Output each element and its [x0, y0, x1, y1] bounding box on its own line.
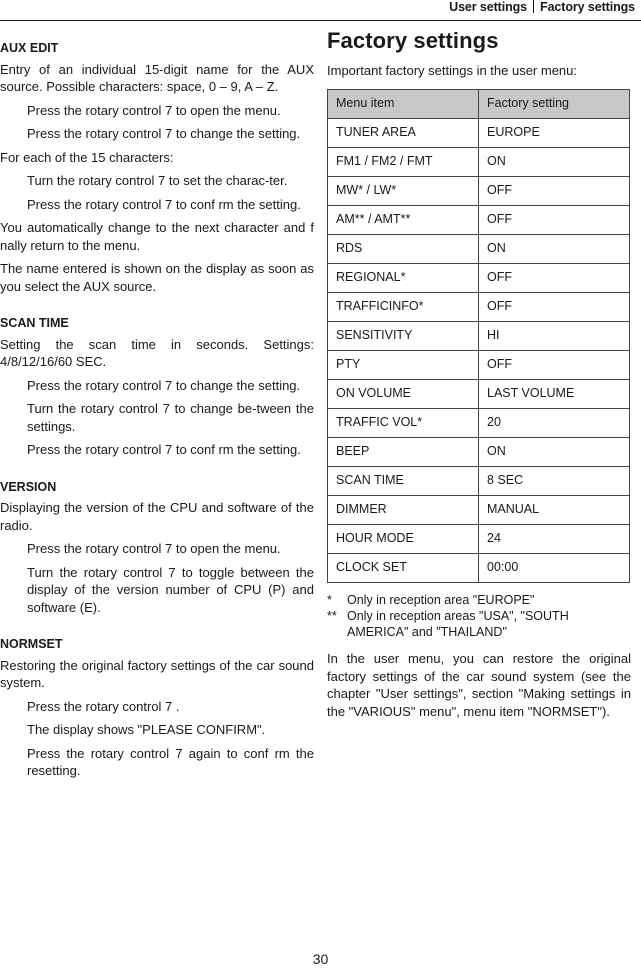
aux-edit-step: Press the rotary control 7 to conf rm the setting. [27, 196, 301, 212]
header-separator [533, 0, 534, 13]
menu-item-cell: BEEP [328, 438, 479, 467]
menu-item-cell: CLOCK SET [328, 554, 479, 583]
page-number: 30 [312, 951, 329, 967]
table-row [328, 177, 630, 206]
footnotes [327, 592, 631, 640]
footnote-text: Only in reception area "EUROPE" [347, 593, 535, 607]
menu-item-cell: SCAN TIME [328, 467, 479, 496]
version-step: Press the rotary control 7 to open the menu. [27, 541, 281, 556]
menu-item-cell: TRAFFIC VOL* [328, 409, 479, 438]
aux-edit-step: Turn the rotary control 7 to set the charac-ter. [27, 173, 288, 188]
version-intro: Displaying the version of the CPU and software of the radio. [0, 500, 314, 533]
factory-setting-cell: LAST VOLUME [479, 380, 630, 409]
scan-time-step: Press the rotary control 7 to conf rm the setting. [27, 442, 301, 457]
table-row [328, 206, 630, 235]
footnote-text: Only in reception areas "USA", "SOUTH AMERICA" and "THAILAND" [347, 609, 569, 639]
menu-item-cell: HOUR MODE [328, 525, 479, 554]
menu-item-cell: TUNER AREA [328, 119, 479, 148]
right-column [327, 28, 631, 726]
table-row [328, 496, 630, 525]
menu-item-cell: ON VOLUME [328, 380, 479, 409]
left-column [0, 40, 314, 786]
aux-edit-step: Press the rotary control 7 to open the menu. [27, 102, 281, 118]
column-header-factory-setting: Factory setting [479, 90, 630, 119]
table-row [328, 119, 630, 148]
factory-setting-cell: MANUAL [479, 496, 630, 525]
table-row [328, 467, 630, 496]
scan-time-title: SCAN TIME [0, 316, 69, 330]
normset-step: Press the rotary control 7 . [27, 698, 180, 714]
menu-item-cell: AM** / AMT** [328, 206, 479, 235]
table-row [328, 264, 630, 293]
factory-setting-cell: ON [479, 235, 630, 264]
footnote [327, 592, 631, 608]
footnote-marker: * [327, 593, 332, 607]
table-row [328, 438, 630, 467]
factory-setting-cell: 24 [479, 525, 630, 554]
factory-setting-cell: 20 [479, 409, 630, 438]
factory-settings-table [327, 89, 630, 583]
header-section-factory-settings: Factory settings [540, 0, 635, 14]
scan-time-step: Press the rotary control 7 to change the setting. [27, 377, 301, 393]
normset-step: Press the rotary control 7 again to conf rm the resetting. [27, 745, 314, 778]
restore-note: In the user menu, you can restore the original factory settings of the car sound system (see the chapter "User settings", section "Making settings in the "VARIOUS" menu", menu item "NORMSET"). [327, 651, 631, 719]
version-title: VERSION [0, 479, 57, 494]
factory-setting-cell: ON [479, 148, 630, 177]
factory-setting-cell: ON [479, 438, 630, 467]
factory-setting-cell: OFF [479, 177, 630, 206]
footnote-marker: ** [327, 609, 337, 623]
version-step: Turn the rotary control 7 to toggle between the display of the version number of CPU (P) and software (E). [27, 564, 314, 615]
page-title: Factory settings [327, 28, 499, 53]
factory-setting-cell: OFF [479, 351, 630, 380]
factory-setting-cell: OFF [479, 264, 630, 293]
menu-item-cell: REGIONAL* [328, 264, 479, 293]
factory-setting-cell: 8 SEC [479, 467, 630, 496]
table-header-row [328, 90, 630, 119]
menu-item-cell: SENSITIVITY [328, 322, 479, 351]
scan-time-step: Turn the rotary control 7 to change be-tween the settings. [27, 401, 314, 434]
page-header [449, 0, 635, 14]
menu-item-cell: TRAFFICINFO* [328, 293, 479, 322]
footnote [327, 608, 631, 640]
menu-item-cell: FM1 / FM2 / FMT [328, 148, 479, 177]
scan-time-intro: Setting the scan time in seconds. Settings: 4/8/12/16/60 SEC. [0, 336, 314, 369]
factory-setting-cell: EUROPE [479, 119, 630, 148]
normset-intro: Restoring the original factory settings of the car sound system. [0, 657, 314, 690]
aux-edit-title: AUX EDIT [0, 41, 59, 55]
factory-intro: Important factory settings in the user menu: [327, 62, 578, 78]
table-row [328, 525, 630, 554]
factory-setting-cell: 00:00 [479, 554, 630, 583]
header-section-user-settings: User settings [449, 0, 528, 14]
menu-item-cell: PTY [328, 351, 479, 380]
table-row [328, 409, 630, 438]
menu-item-cell: MW* / LW* [328, 177, 479, 206]
table-row [328, 235, 630, 264]
factory-setting-cell: OFF [479, 206, 630, 235]
menu-item-cell: DIMMER [328, 496, 479, 525]
normset-title: NORMSET [0, 637, 63, 651]
table-row [328, 351, 630, 380]
aux-edit-auto: You automatically change to the next character and f nally return to the menu. [0, 220, 314, 253]
aux-edit-for-each: For each of the 15 characters: [0, 149, 174, 165]
header-rule [0, 20, 641, 21]
normset-step: The display shows "PLEASE CONFIRM". [27, 722, 266, 737]
menu-item-cell: RDS [328, 235, 479, 264]
factory-setting-cell: HI [479, 322, 630, 351]
table-row [328, 554, 630, 583]
table-row [328, 148, 630, 177]
aux-edit-step: Press the rotary control 7 to change the setting. [27, 126, 301, 141]
column-header-menu-item: Menu item [328, 90, 479, 119]
aux-edit-shown: The name entered is shown on the display as soon as you select the AUX source. [0, 261, 314, 294]
factory-setting-cell: OFF [479, 293, 630, 322]
table-row [328, 322, 630, 351]
table-row [328, 380, 630, 409]
aux-edit-intro: Entry of an individual 15-digit name for the AUX source. Possible characters: space, 0 – 9, A – Z. [0, 61, 314, 94]
table-row [328, 293, 630, 322]
